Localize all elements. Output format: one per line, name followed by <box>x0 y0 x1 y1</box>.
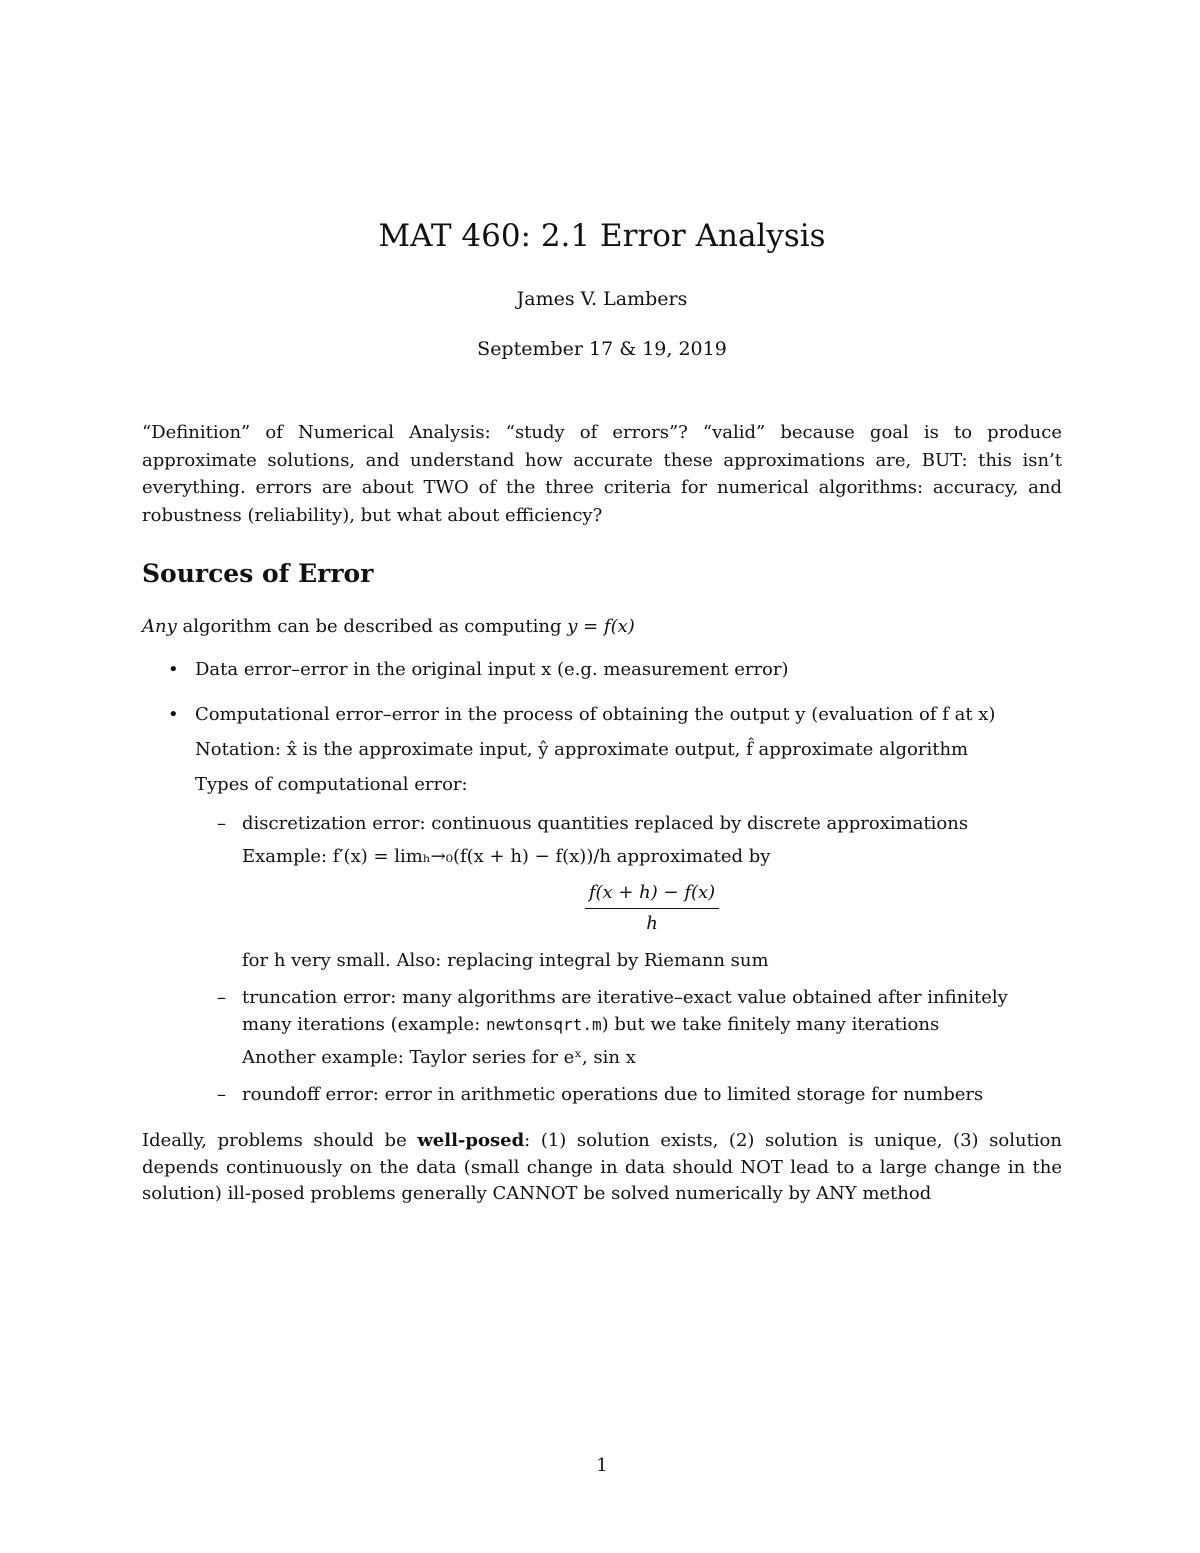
code-filename: newtonsqrt.m <box>485 1015 602 1034</box>
truncation-text-part1: truncation error: many algorithms are iterative–exact value obtained after infinitely many iterations (example: <box>242 987 1008 1035</box>
truncation-example: Another example: Taylor series for eˣ, sin x <box>242 1047 636 1068</box>
notation-text: Notation: x̂ is the approximate input, ŷ approximate output, f̂ approximate algorithm <box>195 739 969 760</box>
fraction-numerator: f(x + h) − f(x) <box>585 880 719 909</box>
discretization-text: – discretization error: continuous quantities replaced by discrete approximations <box>242 813 969 834</box>
sources-lead-sentence <box>142 613 635 640</box>
well-posed-part2: : (1) solution exists, (2) solution is unique, (3) solution depends continuously on the data (small change in data should NOT lead to a large change in the solution) ill-posed problems generally CANNOT be solved numerically by ANY method <box>142 1130 1062 1204</box>
document-title: MAT 460: 2.1 Error Analysis <box>378 218 826 254</box>
fraction-denominator: h <box>646 913 658 934</box>
intro-paragraph: “Definition” of Numerical Analysis: “study of errors”? “valid” because goal is to produce approximate solutions, and understand how accurate these approximations are, BUT: this isn’t everything. errors are about TWO of the three criteria for numerical algorithms: accuracy, and robustness (reliability), but what about efficiency? <box>142 422 1062 526</box>
page-number: 1 <box>596 1455 608 1476</box>
section-heading-sources-of-error: Sources of Error <box>142 559 374 588</box>
document-author: James V. Lambers <box>516 288 688 310</box>
list-item-roundoff-error <box>195 1081 1062 1108</box>
computational-error-text: • Computational error–error in the process of obtaining the output y (evaluation of f at x) <box>195 704 996 725</box>
discretization-followup: for h very small. Also: replacing integral by Riemann sum <box>242 950 769 971</box>
lead-formula: y = f(x) <box>567 616 635 637</box>
lead-text: algorithm can be described as computing <box>176 616 568 637</box>
truncation-text-part2: ) but we take finitely many iterations <box>601 1014 940 1035</box>
truncation-text <box>242 984 1062 1038</box>
lead-emphasis: Any <box>142 616 177 637</box>
list-item-discretization-error <box>195 810 1062 974</box>
roundoff-text: – roundoff error: error in arithmetic operations due to limited storage for numbers <box>242 1084 984 1105</box>
document-page <box>142 0 1062 1553</box>
well-posed-paragraph <box>142 1128 1062 1208</box>
types-label: Types of computational error: <box>195 774 468 795</box>
data-error-text: • Data error–error in the original input x (e.g. measurement error) <box>195 659 789 680</box>
document-date: September 17 & 19, 2019 <box>477 338 727 360</box>
computational-error-types-list <box>195 810 1062 1108</box>
list-item-truncation-error <box>195 984 1062 1071</box>
error-sources-list <box>142 656 1062 1126</box>
discretization-example: Example: f′(x) = limₕ→₀(f(x + h) − f(x))/h approximated by <box>242 846 771 867</box>
difference-quotient-fraction <box>585 880 719 937</box>
list-item-computational-error <box>142 701 1062 1108</box>
list-item-data-error <box>142 656 1062 683</box>
well-posed-part1: Ideally, problems should be <box>142 1130 418 1151</box>
difference-quotient-display <box>242 880 1062 937</box>
well-posed-term: well-posed <box>417 1130 525 1151</box>
